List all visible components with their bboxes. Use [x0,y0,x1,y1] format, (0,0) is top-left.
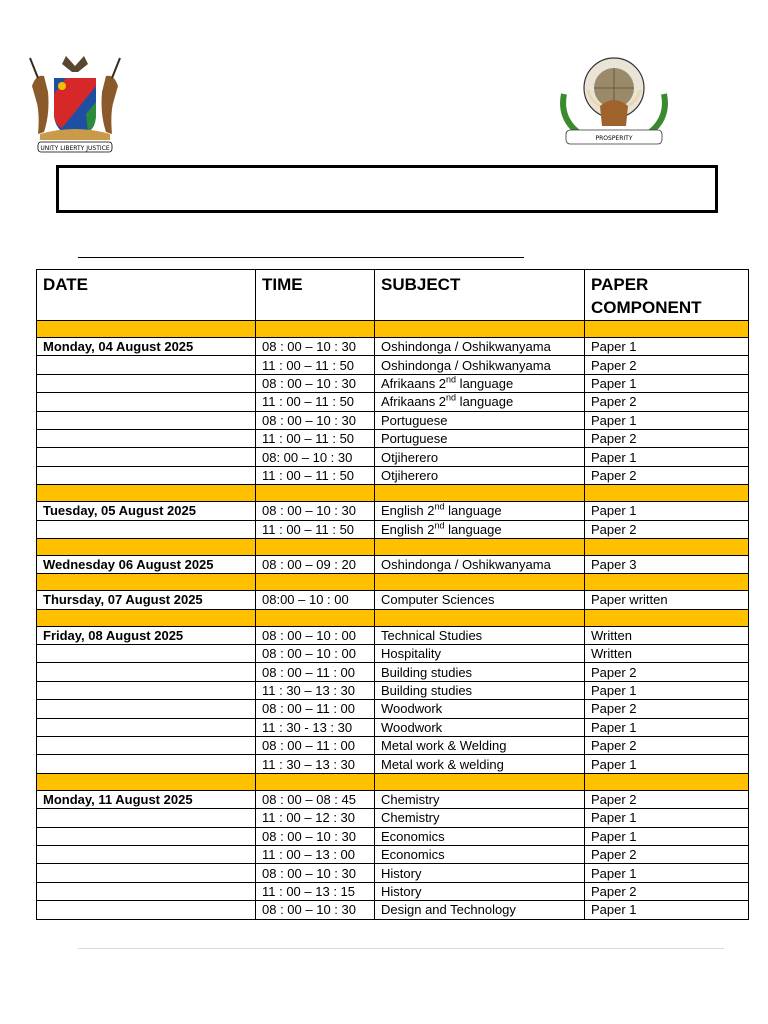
table-row [37,356,749,374]
time-cell: 11 : 00 – 11 : 50 [256,393,375,411]
time-cell: 11 : 00 – 11 : 50 [256,466,375,484]
subject-cell: Woodwork [375,700,585,718]
subject-cell: Metal work & welding [375,755,585,773]
ordinal-suffix: nd [434,501,445,512]
time-cell: 08 : 00 – 08 : 45 [256,790,375,808]
paper-cell: Paper 1 [585,864,749,882]
paper-cell: Written [585,645,749,663]
time-cell: 11 : 30 – 13 : 30 [256,755,375,773]
separator-cell [37,773,256,790]
time-cell: 08 : 00 – 10 : 30 [256,374,375,392]
time-cell: 08 : 00 – 10 : 00 [256,626,375,644]
paper-cell: Written [585,626,749,644]
time-cell: 08 : 00 – 10 : 30 [256,338,375,356]
subject-cell: Oshindonga / Oshikwanyama [375,356,585,374]
subject-cell: Woodwork [375,718,585,736]
paper-cell: Paper 2 [585,663,749,681]
subject-text: English 2 [381,503,435,519]
date-cell: Monday, 04 August 2025 [37,338,256,356]
date-cell [37,845,256,863]
time-cell: 11 : 00 – 11 : 50 [256,429,375,447]
ordinal-suffix: nd [446,374,457,385]
subject-cell: Otjiherero [375,448,585,466]
separator-cell [37,574,256,591]
date-cell: Thursday, 07 August 2025 [37,591,256,609]
separator-cell [37,321,256,338]
svg-text:UNITY LIBERTY JUSTICE: UNITY LIBERTY JUSTICE [40,145,110,152]
paper-cell: Paper 1 [585,827,749,845]
date-cell [37,520,256,538]
table-row [37,393,749,411]
table-row [37,448,749,466]
time-cell: 08 : 00 – 10 : 30 [256,864,375,882]
subject-cell [375,502,585,520]
ordinal-suffix: nd [434,520,445,531]
subject-cell: Otjiherero [375,466,585,484]
subject-cell [375,374,585,392]
subject-text-rest: language [444,521,502,537]
table-row [37,374,749,392]
time-cell: 08 : 00 – 09 : 20 [256,555,375,573]
separator-row [37,538,749,555]
table-row [37,755,749,773]
time-cell: 11 : 30 - 13 : 30 [256,718,375,736]
header-subject: SUBJECT [375,270,585,321]
time-cell: 11 : 00 – 11 : 50 [256,520,375,538]
subject-cell [375,393,585,411]
subject-cell: History [375,882,585,900]
separator-row [37,609,749,626]
date-cell [37,901,256,919]
date-cell [37,356,256,374]
table-row [37,718,749,736]
table-row [37,700,749,718]
paper-cell: Paper 2 [585,737,749,755]
separator-cell [375,538,585,555]
table-row [37,502,749,520]
paper-cell: Paper 2 [585,356,749,374]
table-row [37,882,749,900]
subject-cell: Economics [375,845,585,863]
subject-cell: Design and Technology [375,901,585,919]
paper-cell: Paper 1 [585,718,749,736]
subject-text-rest: language [444,503,502,519]
date-cell [37,827,256,845]
paper-cell: Paper 1 [585,448,749,466]
paper-cell: Paper 1 [585,411,749,429]
header-date: DATE [37,270,256,321]
separator-cell [585,538,749,555]
paper-cell: Paper 2 [585,790,749,808]
separator-cell [585,321,749,338]
subject-cell: History [375,864,585,882]
exam-timetable [36,269,749,920]
time-cell: 08: 00 – 10 : 30 [256,448,375,466]
date-cell [37,681,256,699]
table-row [37,809,749,827]
separator-cell [585,773,749,790]
subject-cell: Computer Sciences [375,591,585,609]
table-row [37,520,749,538]
paper-cell: Paper 2 [585,845,749,863]
table-row [37,663,749,681]
date-cell: Friday, 08 August 2025 [37,626,256,644]
separator-cell [256,321,375,338]
subject-text: Afrikaans 2 [381,394,447,410]
table-row [37,790,749,808]
time-cell: 08 : 00 – 11 : 00 [256,700,375,718]
table-row [37,737,749,755]
separator-row [37,574,749,591]
paper-cell: Paper 2 [585,429,749,447]
subject-cell: Chemistry [375,809,585,827]
subject-cell: Building studies [375,663,585,681]
date-cell [37,864,256,882]
subject-cell [375,520,585,538]
time-cell: 11 : 00 – 12 : 30 [256,809,375,827]
separator-cell [37,538,256,555]
paper-cell: Paper 1 [585,755,749,773]
separator-cell [256,773,375,790]
time-cell: 08 : 00 – 10 : 30 [256,411,375,429]
time-cell: 08 : 00 – 10 : 30 [256,901,375,919]
table-row [37,827,749,845]
paper-cell: Paper 2 [585,393,749,411]
header-time: TIME [256,270,375,321]
date-cell [37,755,256,773]
paper-cell: Paper 1 [585,809,749,827]
date-cell [37,466,256,484]
subject-cell: Portuguese [375,411,585,429]
table-row [37,626,749,644]
time-cell: 08:00 – 10 : 00 [256,591,375,609]
separator-cell [256,485,375,502]
time-cell: 08 : 00 – 10 : 00 [256,645,375,663]
date-cell: Wednesday 06 August 2025 [37,555,256,573]
subject-cell: Hospitality [375,645,585,663]
coat-of-arms-logo [26,52,124,156]
separator-cell [585,574,749,591]
separator-row [37,485,749,502]
subtitle-underline [78,257,524,258]
date-cell [37,645,256,663]
subject-cell: Technical Studies [375,626,585,644]
date-cell [37,448,256,466]
paper-cell: Paper 2 [585,520,749,538]
separator-row [37,321,749,338]
date-cell [37,882,256,900]
time-cell: 08 : 00 – 10 : 30 [256,827,375,845]
paper-cell: Paper 1 [585,901,749,919]
footer-divider [78,948,724,949]
table-row [37,429,749,447]
time-cell: 08 : 00 – 11 : 00 [256,663,375,681]
date-cell [37,663,256,681]
separator-cell [256,609,375,626]
paper-cell: Paper 1 [585,374,749,392]
table-row [37,466,749,484]
subject-cell: Oshindonga / Oshikwanyama [375,555,585,573]
subject-cell: Portuguese [375,429,585,447]
separator-cell [585,609,749,626]
table-row [37,338,749,356]
date-cell [37,718,256,736]
time-cell: 08 : 00 – 11 : 00 [256,737,375,755]
date-cell: Tuesday, 05 August 2025 [37,502,256,520]
separator-cell [375,773,585,790]
subject-text: Afrikaans 2 [381,375,447,391]
paper-cell: Paper 3 [585,555,749,573]
subject-cell: Chemistry [375,790,585,808]
date-cell [37,374,256,392]
separator-cell [37,609,256,626]
date-cell: Monday, 11 August 2025 [37,790,256,808]
title-box [56,165,718,213]
separator-cell [375,574,585,591]
separator-cell [375,321,585,338]
date-cell [37,393,256,411]
table-body [37,321,749,920]
separator-cell [585,485,749,502]
ordinal-suffix: nd [446,393,457,404]
table-row [37,411,749,429]
time-cell: 08 : 00 – 10 : 30 [256,502,375,520]
subject-text: English 2 [381,521,435,537]
separator-row [37,773,749,790]
subject-cell: Metal work & Welding [375,737,585,755]
svg-text:PROSPERITY: PROSPERITY [595,135,633,142]
subject-text-rest: language [456,394,514,410]
table-row [37,864,749,882]
separator-cell [256,574,375,591]
time-cell: 11 : 00 – 11 : 50 [256,356,375,374]
paper-cell: Paper 1 [585,338,749,356]
paper-cell: Paper written [585,591,749,609]
header-paper-component: PAPER COMPONENT [585,270,749,321]
subject-text-rest: language [456,375,514,391]
date-cell [37,737,256,755]
subject-cell: Economics [375,827,585,845]
subject-cell: Oshindonga / Oshikwanyama [375,338,585,356]
time-cell: 11 : 00 – 13 : 15 [256,882,375,900]
table-row [37,845,749,863]
table-header-row [37,270,749,321]
table-row [37,901,749,919]
time-cell: 11 : 00 – 13 : 00 [256,845,375,863]
paper-cell: Paper 1 [585,502,749,520]
table-row [37,591,749,609]
paper-cell: Paper 2 [585,700,749,718]
table-row [37,555,749,573]
table-row [37,645,749,663]
date-cell [37,411,256,429]
date-cell [37,429,256,447]
separator-cell [256,538,375,555]
paper-cell: Paper 2 [585,466,749,484]
table-row [37,681,749,699]
date-cell [37,700,256,718]
subject-cell: Building studies [375,681,585,699]
date-cell [37,809,256,827]
separator-cell [37,485,256,502]
time-cell: 11 : 30 – 13 : 30 [256,681,375,699]
regional-council-seal-logo [550,54,678,154]
paper-cell: Paper 2 [585,882,749,900]
separator-cell [375,485,585,502]
separator-cell [375,609,585,626]
paper-cell: Paper 1 [585,681,749,699]
